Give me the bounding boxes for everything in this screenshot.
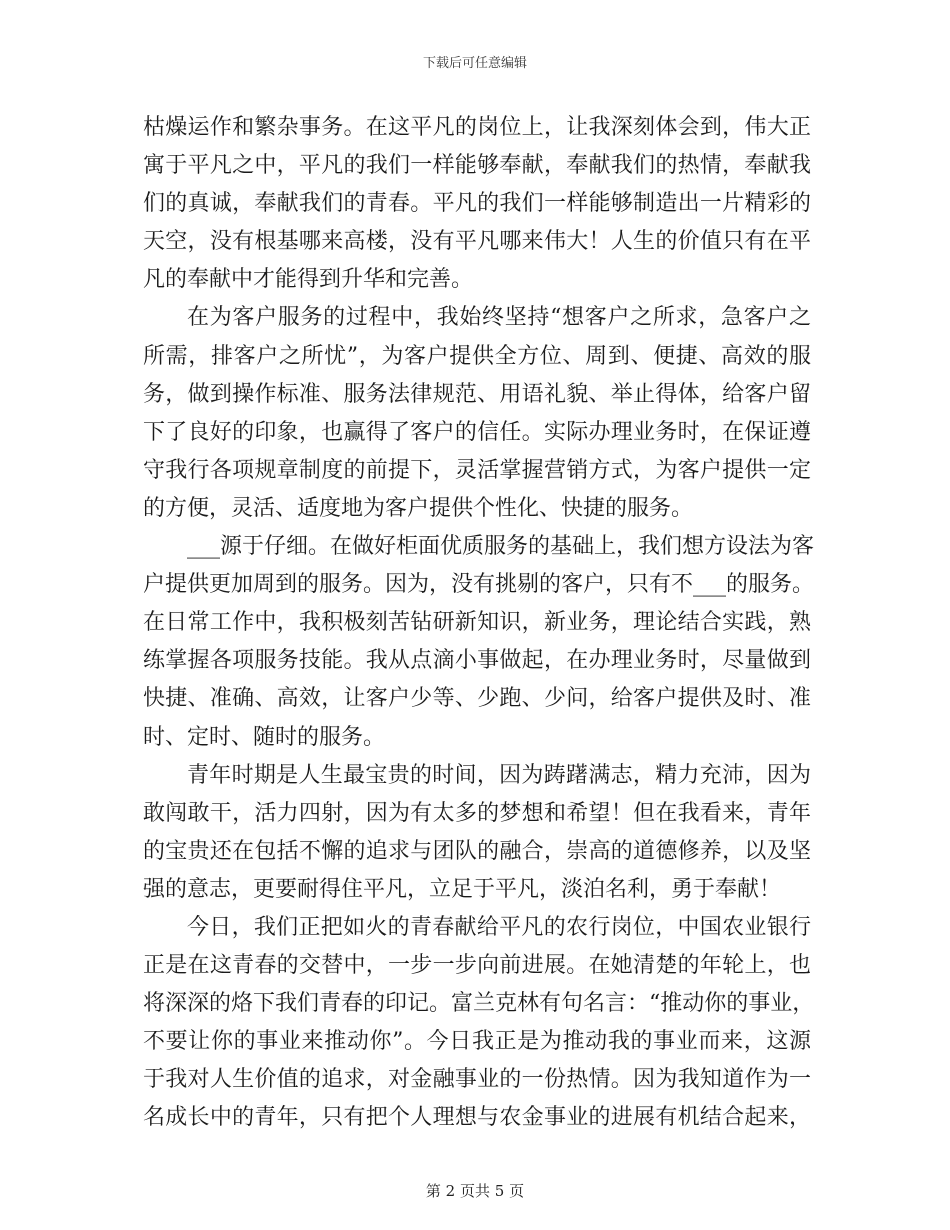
text-line: 青年时期是人生最宝贵的时间，因为踌躇满志，精力充沛，因为 — [187, 762, 811, 788]
text-line: 枯燥运作和繁杂事务。在这平凡的岗位上，让我深刻体会到，伟大正 — [143, 115, 811, 140]
text-line: 户提供更加周到的服务。因为，没有挑剔的客户，只有不___的服务。 — [143, 572, 815, 598]
text-line: 正是在这青春的交替中，一步一步向前进展。在她清楚的年轮上，也 — [143, 953, 811, 979]
text-line: 在为客户服务的过程中，我始终坚持“想客户之所求，急客户之 — [187, 305, 811, 331]
page-header: 下载后可任意编辑 — [422, 56, 527, 71]
text-line: 务，做到操作标准、服务法律规范、用语礼貌、举止得体，给客户留 — [143, 381, 811, 407]
text-line: ___源于仔细。在做好柜面优质服务的基础上，我们想方设法为客 — [187, 534, 815, 560]
text-line: 名成长中的青年，只有把个人理想与农金事业的进展有机结合起来， — [143, 1105, 811, 1131]
text-line: 所需，排客户之所忧”，为客户提供全方位、周到、便捷、高效的服 — [143, 343, 811, 369]
text-line: 强的意志，更要耐得住平凡，立足于平凡，淡泊名利，勇于奉献！ — [143, 876, 782, 902]
text-line: 不要让你的事业来推动你”。今日我正是为推动我的事业而来，这源 — [143, 1029, 811, 1055]
text-line: 在日常工作中，我积极刻苦钻研新知识，新业务，理论结合实践，熟 — [143, 610, 811, 636]
text-line: 天空，没有根基哪来高楼，没有平凡哪来伟大！人生的价值只有在平 — [143, 229, 811, 255]
text-line: 寓于平凡之中，平凡的我们一样能够奉献，奉献我们的热情，奉献我 — [143, 153, 811, 179]
text-line: 将深深的烙下我们青春的印记。富兰克林有句名言：“推动你的事业， — [143, 991, 815, 1017]
text-line: 守我行各项规章制度的前提下，灵活掌握营销方式，为客户提供一定 — [143, 457, 811, 483]
text-line: 于我对人生价值的追求，对金融事业的一份热情。因为我知道作为一 — [143, 1067, 811, 1093]
text-line: 练掌握各项服务技能。我从点滴小事做起，在办理业务时，尽量做到 — [143, 648, 811, 674]
text-line: 快捷、准确、高效，让客户少等、少跑、少问，给客户提供及时、准 — [143, 686, 811, 712]
page-number-footer: 第 2 页共 5 页 — [425, 1182, 525, 1200]
body-text — [143, 109, 815, 1138]
text-line: 们的真诚，奉献我们的青春。平凡的我们一样能够制造出一片精彩的 — [143, 191, 811, 217]
text-line: 的方便，灵活、适度地为客户提供个性化、快捷的服务。 — [143, 495, 694, 521]
text-line: 凡的奉献中才能得到升华和完善。 — [143, 267, 474, 293]
text-line: 今日，我们正把如火的青春献给平凡的农行岗位，中国农业银行 — [187, 914, 811, 940]
text-line: 的宝贵还在包括不懈的追求与团队的融合，崇高的道德修养，以及坚 — [143, 838, 811, 864]
text-line: 敢闯敢干，活力四射，因为有太多的梦想和希望！但在我看来，青年 — [143, 800, 811, 826]
text-line: 下了良好的印象，也赢得了客户的信任。实际办理业务时，在保证遵 — [143, 419, 811, 445]
text-line: 时、定时、随时的服务。 — [143, 724, 386, 750]
